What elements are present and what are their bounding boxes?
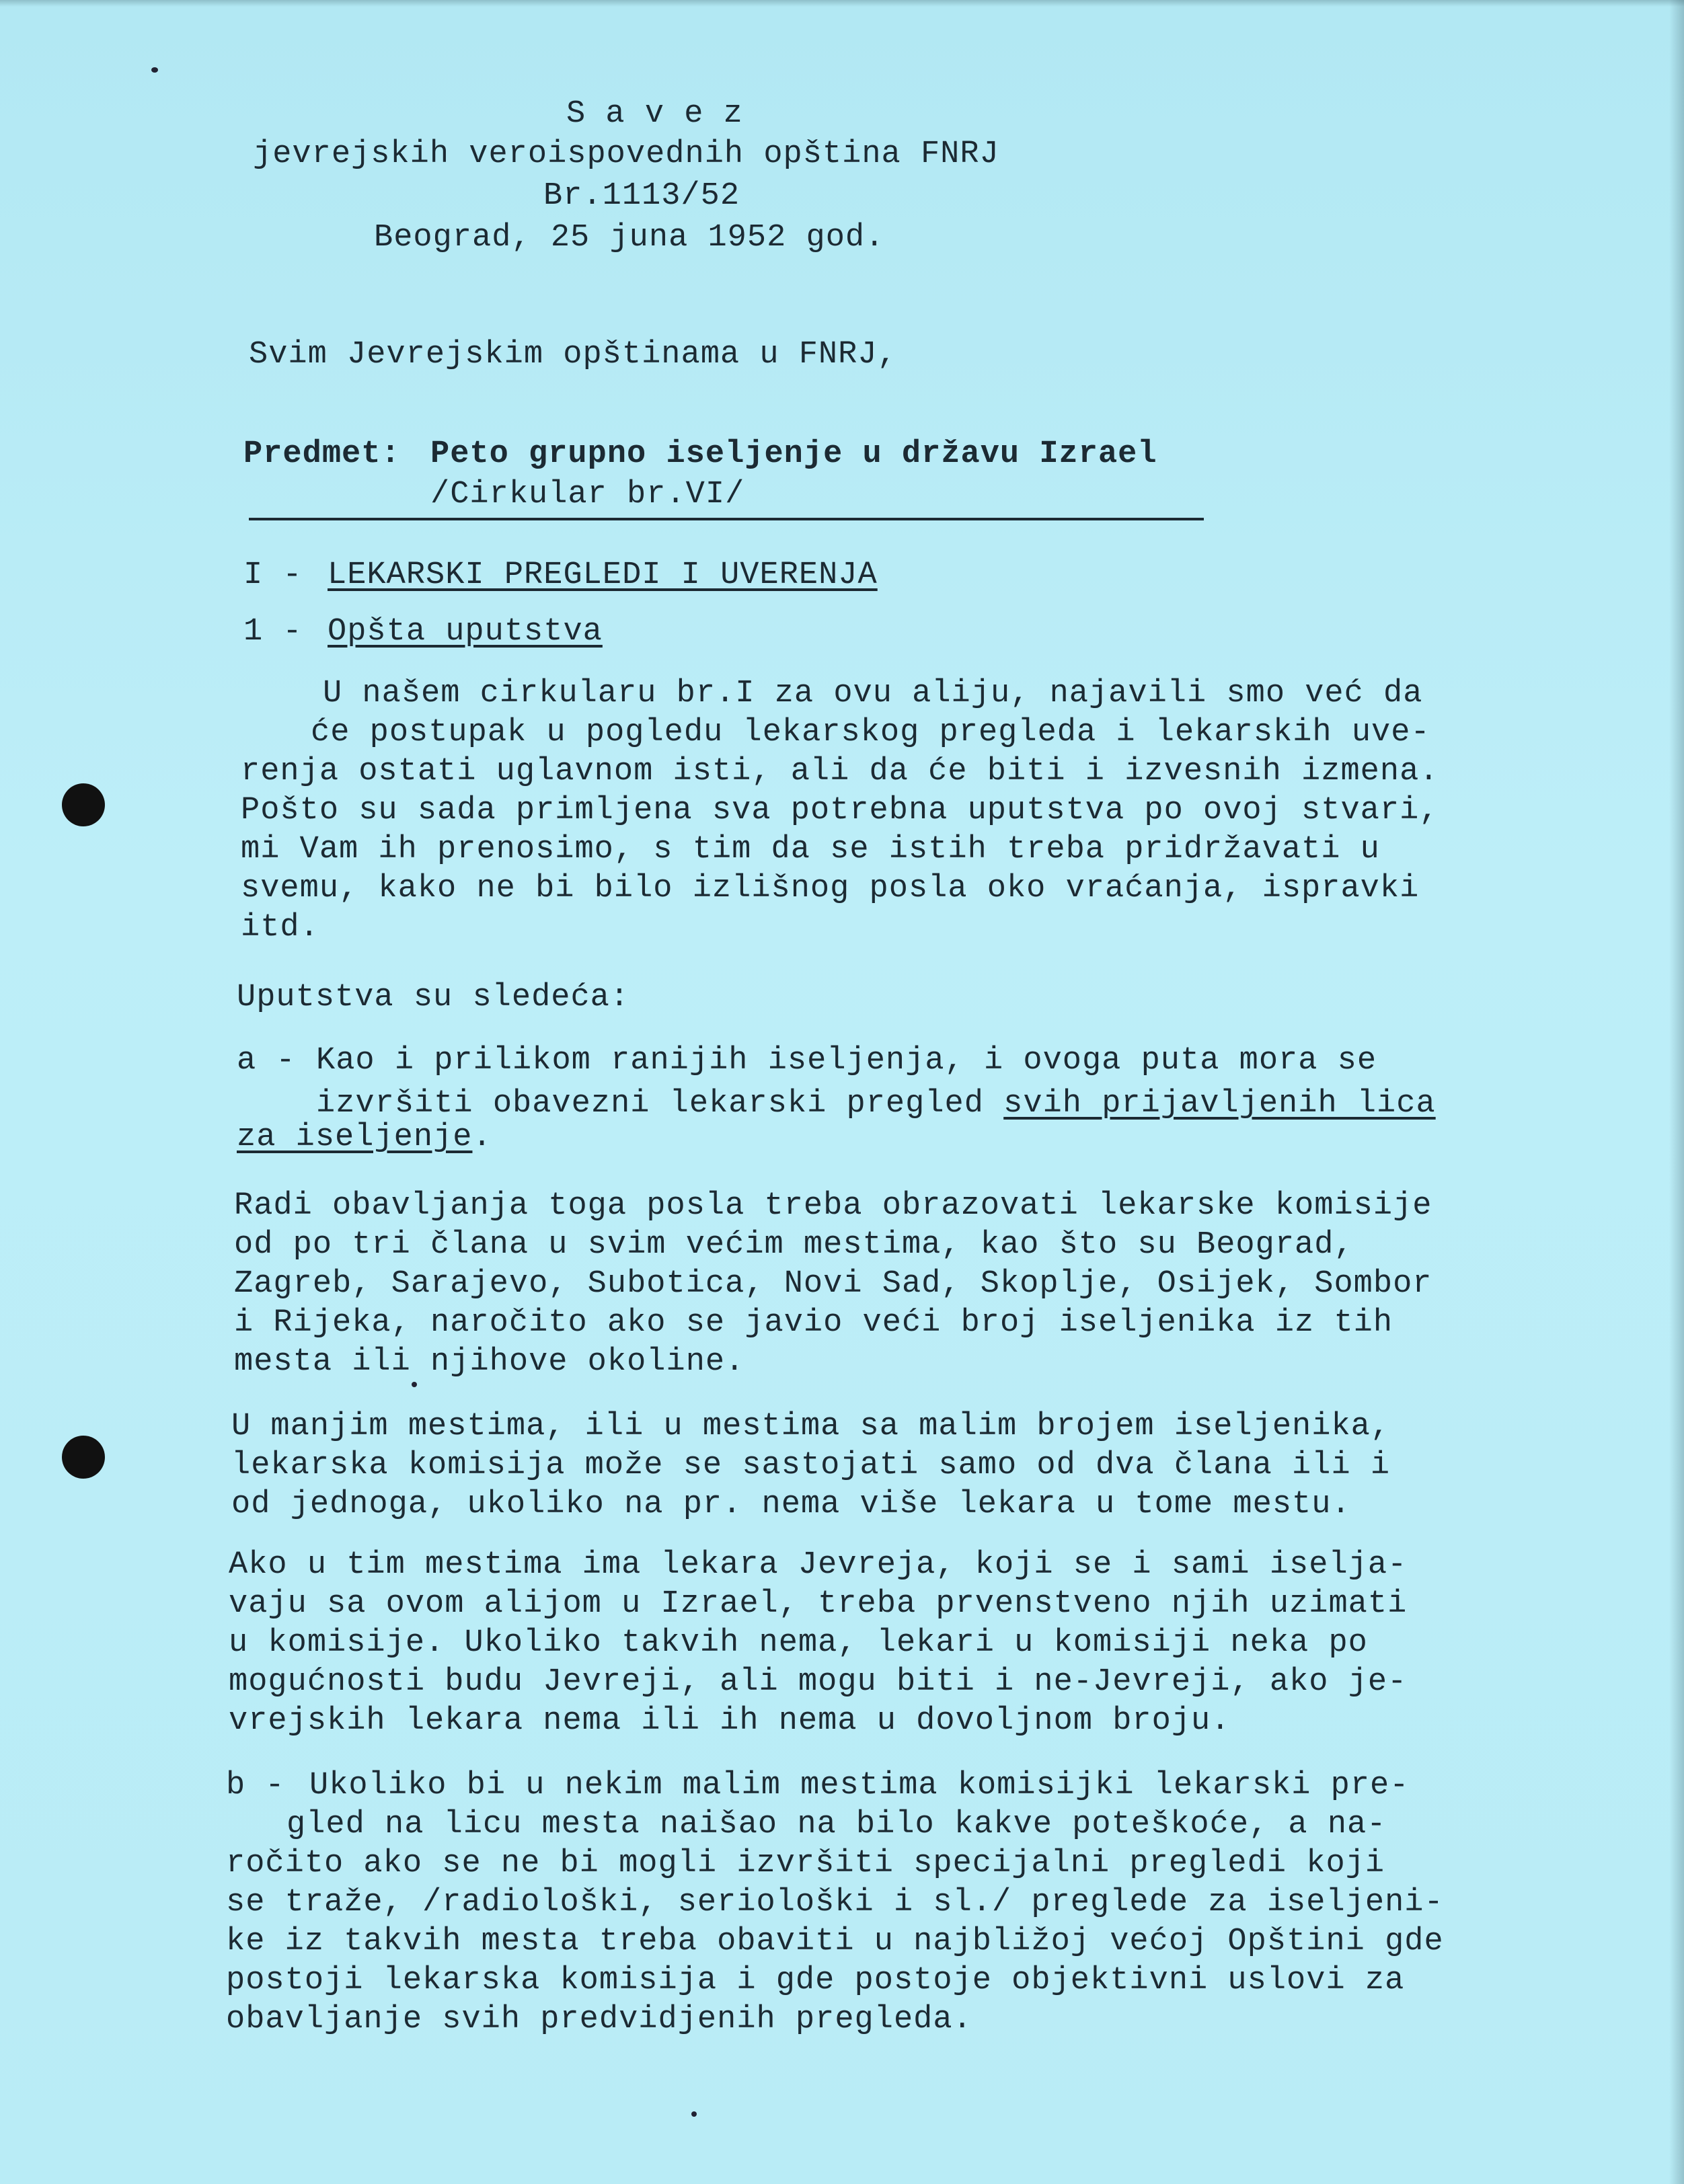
- item-b-line: postoji lekarska komisija i gde postoje objektivni uslovi za: [226, 1963, 1405, 1998]
- subject-circular: /Cirkular br.VI/: [430, 477, 745, 512]
- reference-number: Br.1113/52: [543, 178, 740, 214]
- recipient-line: Svim Jevrejskim opštinama u FNRJ,: [249, 337, 897, 373]
- org-name-line2: jevrejskih veroispovednih opština FNRJ: [253, 136, 999, 172]
- intro-line: U našem cirkularu br.I za ovu aliju, najavili smo već da: [323, 676, 1423, 711]
- item-b-line: gled na licu mesta naišao na bilo kakve poteškoće, a na-: [286, 1807, 1387, 1842]
- scan-edge-right: [1669, 0, 1684, 2184]
- item-a-line: [237, 1119, 492, 1157]
- commissions-line: i Rijeka, naročito ako se javio veći broj iseljenika iz tih: [234, 1305, 1393, 1341]
- scan-speck: [412, 1382, 417, 1387]
- item-b-line: se traže, /radiološki, seriološki i sl./ preglede za iseljeni-: [226, 1885, 1444, 1920]
- intro-line: itd.: [241, 910, 319, 945]
- item-b-marker: b -: [226, 1768, 285, 1803]
- item-b-line: obavljanje svih predvidjenih pregleda.: [226, 2002, 972, 2037]
- intro-line: svemu, kako ne bi bilo izlišnog posla oko vraćanja, ispravki: [241, 871, 1420, 906]
- intro-line: Pošto su sada primljena sva potrebna uputstva po ovoj stvari,: [241, 793, 1439, 828]
- scan-speck: [691, 2111, 697, 2117]
- small-places-line: od jednoga, ukoliko na pr. nema više lekara u tome mestu.: [231, 1487, 1351, 1522]
- subject-underline: [249, 518, 1204, 520]
- scan-edge-top: [0, 0, 1684, 7]
- commissions-line: Radi obavljanja toga posla treba obrazovati lekarske komisije: [234, 1188, 1432, 1224]
- intro-line: mi Vam ih prenosimo, s tim da se istih treba pridržavati u: [241, 832, 1380, 867]
- item-a-line3-end: .: [472, 1120, 492, 1155]
- scan-speck: [151, 67, 158, 73]
- instructions-heading: Uputstva su sledeća:: [237, 980, 630, 1015]
- commissions-line: Zagreb, Sarajevo, Subotica, Novi Sad, Skoplje, Osijek, Sombor: [234, 1266, 1432, 1302]
- commissions-line: mesta ili njihove okoline.: [234, 1344, 745, 1380]
- jewish-doctors-line: u komisije. Ukoliko takvih nema, lekari u komisiji neka po: [229, 1625, 1368, 1661]
- jewish-doctors-line: Ako u tim mestima ima lekara Jevreja, koji se i sami iselja-: [229, 1547, 1408, 1583]
- subject-label: Predmet:: [243, 436, 401, 472]
- place-date: Beograd, 25 juna 1952 god.: [374, 220, 885, 256]
- subsection-title: Opšta uputstva: [328, 614, 603, 650]
- item-b-line: Ukoliko bi u nekim malim mestima komisijki lekarski pre-: [309, 1768, 1410, 1803]
- jewish-doctors-line: vrejskih lekara nema ili ih nema u dovoljnom broju.: [229, 1703, 1231, 1739]
- item-a-line2-plain: izvršiti obavezni lekarski pregled: [316, 1086, 1004, 1122]
- org-name-line1: S a v e z: [566, 96, 743, 132]
- item-a-line: Kao i prilikom ranijih iseljenja, i ovoga puta mora se: [316, 1043, 1377, 1079]
- item-a-line3-underlined: za iseljenje: [237, 1120, 473, 1155]
- item-b-line: ke iz takvih mesta treba obaviti u najbližoj većoj Opštini gde: [226, 1924, 1444, 1959]
- section-title: LEKARSKI PREGLEDI I UVERENJA: [328, 557, 878, 593]
- jewish-doctors-line: vaju sa ovom alijom u Izrael, treba prvenstveno njih uzimati: [229, 1586, 1408, 1622]
- jewish-doctors-line: mogućnosti budu Jevreji, ali mogu biti i ne-Jevreji, ako je-: [229, 1664, 1408, 1700]
- item-a-line: [316, 1085, 1436, 1123]
- item-a-line2-underlined: svih prijavljenih lica: [1003, 1086, 1436, 1122]
- intro-line: renja ostati uglavnom isti, ali da će biti i izvesnih izmena.: [241, 754, 1439, 789]
- punch-hole-top: [62, 783, 105, 826]
- small-places-line: lekarska komisija može se sastojati samo od dva člana ili i: [231, 1448, 1391, 1483]
- commissions-line: od po tri člana u svim većim mestima, kao što su Beograd,: [234, 1227, 1354, 1263]
- subsection-number: 1 -: [243, 614, 303, 650]
- small-places-line: U manjim mestima, ili u mestima sa malim brojem iseljenika,: [231, 1409, 1391, 1444]
- item-b-line: ročito ako se ne bi mogli izvršiti specijalni pregledi koji: [226, 1846, 1385, 1881]
- intro-line: će postupak u pogledu lekarskog pregleda i lekarskih uve-: [311, 715, 1430, 750]
- section-number: I -: [243, 557, 303, 593]
- subject-text: Peto grupno iseljenje u državu Izrael: [430, 436, 1157, 472]
- item-a-marker: a -: [237, 1043, 296, 1079]
- punch-hole-bottom: [62, 1436, 105, 1479]
